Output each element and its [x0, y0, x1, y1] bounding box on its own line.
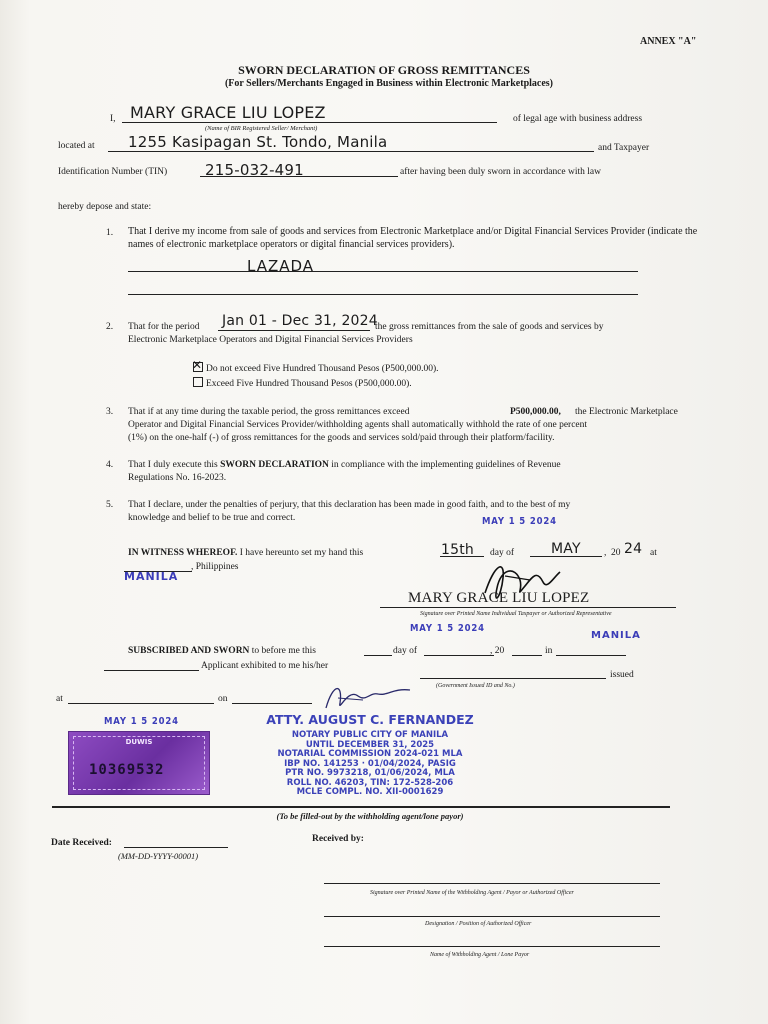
- option-exceed[interactable]: Exceed Five Hundred Thousand Pesos (P500,000.00).: [193, 377, 412, 389]
- marketplace-name: LAZADA: [247, 257, 315, 275]
- at-place-label: at: [56, 694, 63, 704]
- signature-line: [380, 607, 676, 608]
- notary-details: NOTARY PUBLIC CITY OF MANILA UNTIL DECEMBER 31, 2025 NOTARIAL COMMISSION 2024-021 MLA IBP NO. 141253 · 01/04/2024, PASIG PTR NO. 9973218, 01/06/2024, MLA ROLL NO. 46203, TIN: 172-528-206 MCLE COMPL. NO. XII-0001629: [277, 730, 463, 797]
- sub-day-line: [364, 655, 392, 656]
- received-date-stamp: MAY 1 5 2024: [482, 516, 557, 527]
- threshold-amount: P500,000.00,: [510, 407, 561, 417]
- annex-label: ANNEX "A": [640, 36, 697, 47]
- month-line: [530, 556, 602, 557]
- item-4-line2: Regulations No. 16-2023.: [128, 473, 227, 483]
- issued-label: issued: [610, 670, 634, 680]
- address-line: [108, 151, 594, 152]
- business-address: 1255 Kasipagan St. Tondo, Manila: [128, 133, 388, 151]
- period-line: [218, 330, 370, 331]
- date-received-label: Date Received:: [51, 838, 112, 848]
- witness-day: 15th: [441, 542, 474, 558]
- item-1-text: That I derive my income from sale of goods and services from Electronic Marketplace and/or Digital Financial Services Provider (indicate the names of electronic marketplace operators or digital financial services providers).: [128, 226, 698, 250]
- applicant-line: [104, 670, 199, 671]
- city-stamp-2: MANILA: [591, 630, 641, 641]
- item-5-line1: That I declare, under the penalties of perjury, that this declaration has been made in good faith, and to the best of my: [128, 500, 571, 510]
- document-title: SWORN DECLARATION OF GROSS REMITTANCES: [238, 63, 530, 77]
- and-taxpayer-text: and Taxpayer: [598, 143, 650, 153]
- sub-year-line: [512, 655, 542, 656]
- located-at-label: located at: [58, 141, 95, 151]
- item-5-number: 5.: [106, 500, 114, 510]
- item-2-number: 2.: [106, 322, 114, 332]
- day-of-label: day of: [490, 548, 515, 558]
- doc-stamp-number: 10369532: [89, 762, 165, 778]
- section-divider: [52, 806, 670, 808]
- item-3-number: 3.: [106, 407, 114, 417]
- received-by-label: Received by:: [312, 834, 364, 844]
- option-not-exceed[interactable]: ✕Do not exceed Five Hundred Thousand Pesos (P500,000.00).: [193, 362, 439, 374]
- item-4-text: That I duly execute this SWORN DECLARATION in compliance with the implementing guidelines of Revenue: [128, 460, 561, 470]
- marketplace-line-2: [128, 294, 638, 295]
- agent-name-line: [324, 946, 660, 947]
- item-1-number: 1.: [106, 228, 114, 238]
- after-sworn-text: after having been duly sworn in accordance with law: [400, 167, 602, 177]
- document-subtitle: (For Sellers/Merchants Engaged in Business within Electronic Marketplaces): [224, 78, 554, 89]
- seller-name: MARY GRACE LIU LOPEZ: [130, 103, 326, 122]
- applicant-text: Applicant exhibited to me his/her: [201, 661, 329, 671]
- item-3-line2: Operator and Digital Financial Services Provider/withholding agents shall automatically withhold the rate of one percent: [128, 420, 588, 430]
- subscribed-label: SUBSCRIBED AND SWORN to before me this: [128, 646, 316, 656]
- item-2-suffix: the gross remittances from the sale of goods and services by: [375, 322, 604, 332]
- designation-line: [324, 916, 660, 917]
- depose-text: hereby depose and state:: [58, 202, 152, 212]
- at-place-line: [68, 703, 214, 704]
- on-label: on: [218, 694, 228, 704]
- item-3-text-a: That if at any time during the taxable period, the gross remittances exceed: [128, 407, 410, 417]
- i-label: I,: [110, 114, 116, 124]
- name-caption: (Name of BIR Registered Seller/ Merchant): [205, 125, 318, 132]
- tin-value: 215-032-491: [205, 161, 304, 179]
- year-prefix: 20: [611, 548, 621, 558]
- name-line: [122, 122, 497, 123]
- tin-line: [200, 176, 398, 177]
- checkbox-unchecked-icon[interactable]: [193, 377, 203, 387]
- period-value: Jan 01 - Dec 31, 2024: [222, 313, 378, 329]
- witness-month: MAY: [551, 541, 581, 557]
- marketplace-line-1: [128, 271, 638, 272]
- comma-text: ,: [604, 548, 607, 558]
- date-format-caption: (MM-DD-YYYY-00001): [118, 851, 199, 861]
- witness-line: IN WITNESS WHEREOF. I have hereunto set my hand this: [128, 548, 364, 558]
- sub-place-line: [556, 655, 626, 656]
- item-4-number: 4.: [106, 460, 114, 470]
- on-date-line: [232, 703, 312, 704]
- fill-out-note: (To be filled-out by the withholding agent/lone payor): [276, 811, 464, 821]
- gov-id-line: [420, 678, 606, 679]
- day-line: [440, 556, 484, 557]
- notary-date-stamp: MAY 1 5 2024: [104, 716, 179, 727]
- doc-stamp-label: DUWIS: [125, 738, 153, 746]
- agent-name-caption: Name of Withholding Agent / Lone Payor: [430, 952, 530, 958]
- philippines-text: , Philippines: [191, 562, 239, 572]
- signature-agent-caption: Signature over Printed Name of the Withholding Agent / Payor or Authorized Officer: [370, 890, 574, 896]
- documentary-stamp: [68, 731, 210, 795]
- at-label: at: [650, 548, 657, 558]
- legal-age-text: of legal age with business address: [513, 114, 643, 124]
- item-3-line3: (1%) on the one-half (-) of gross remittances for the goods and services sold/paid through their platform/facility.: [128, 433, 555, 443]
- signing-date-stamp: MAY 1 5 2024: [410, 623, 485, 634]
- signature-agent-line: [324, 883, 660, 884]
- notary-name: ATTY. AUGUST C. FERNANDEZ: [266, 712, 474, 727]
- sub-in-label: in: [545, 646, 553, 656]
- designation-caption: Designation / Position of Authorized Officer: [425, 921, 532, 927]
- tin-label: Identification Number (TIN): [58, 167, 168, 177]
- item-5-line2: knowledge and belief to be true and correct.: [128, 513, 296, 523]
- signer-caption: Signature over Printed Name Individual Taxpayer or Authorized Representative: [420, 611, 612, 617]
- date-received-line: [124, 847, 228, 848]
- item-2-line2: Electronic Marketplace Operators and Digital Financial Services Providers: [128, 335, 413, 345]
- sub-day-of: day of: [393, 646, 418, 656]
- sub-year-prefix: , 20: [490, 646, 505, 656]
- item-3-text-b: the Electronic Marketplace: [575, 407, 678, 417]
- signer-printed-name: MARY GRACE LIU LOPEZ: [408, 590, 590, 606]
- gov-id-caption: (Government Issued ID and No.): [436, 683, 515, 689]
- sub-month-line: [424, 655, 494, 656]
- checkbox-checked-icon[interactable]: [193, 362, 203, 372]
- witness-year: 24: [624, 541, 643, 557]
- period-label: That for the period: [128, 322, 200, 332]
- city-stamp: MANILA: [124, 570, 179, 583]
